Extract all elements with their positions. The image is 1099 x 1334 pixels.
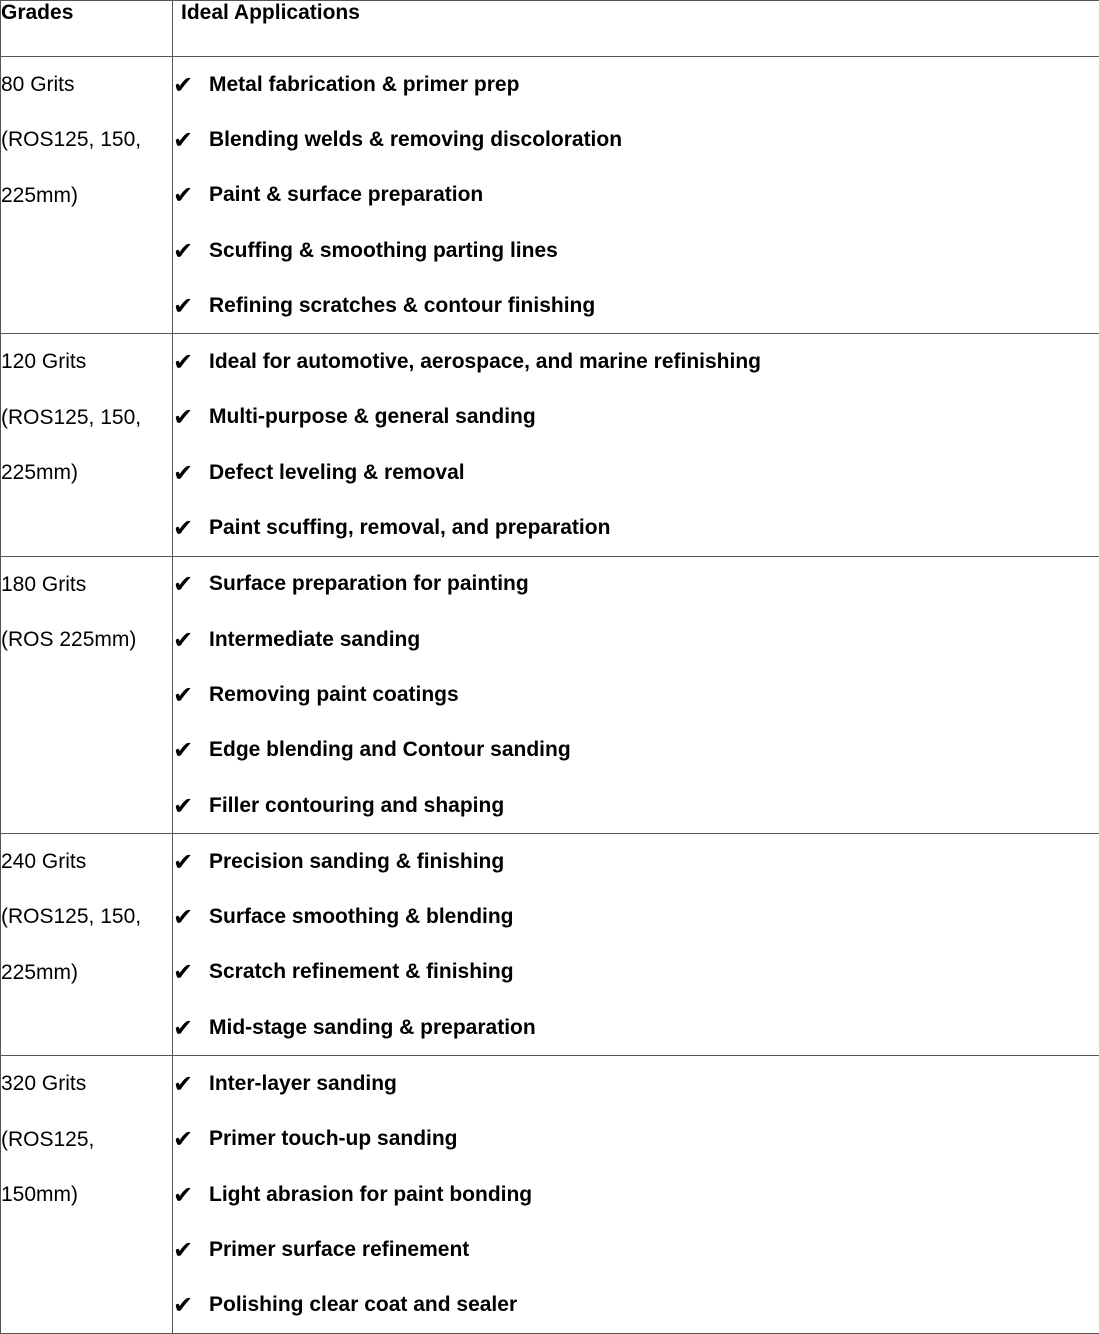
checkmark-icon: ✔ bbox=[173, 683, 209, 707]
application-item bbox=[173, 778, 1099, 833]
checkmark-icon: ✔ bbox=[173, 239, 209, 263]
checkmark-icon: ✔ bbox=[173, 628, 209, 652]
application-item bbox=[173, 223, 1099, 278]
application-item bbox=[173, 945, 1099, 1000]
checkmark-icon: ✔ bbox=[173, 461, 209, 485]
application-item bbox=[173, 723, 1099, 778]
application-text: Defect leveling & removal bbox=[209, 461, 465, 485]
application-text: Primer surface refinement bbox=[209, 1238, 469, 1262]
application-text: Paint scuffing, removal, and preparation bbox=[209, 516, 610, 540]
application-text: Polishing clear coat and sealer bbox=[209, 1293, 517, 1317]
application-text: Scuffing & smoothing parting lines bbox=[209, 239, 558, 263]
grade-line: 80 Grits bbox=[1, 57, 172, 112]
grade-line: 225mm) bbox=[1, 945, 172, 1000]
application-item bbox=[173, 1000, 1099, 1055]
application-text: Surface preparation for painting bbox=[209, 572, 529, 596]
application-text: Removing paint coatings bbox=[209, 683, 459, 707]
table-row bbox=[1, 834, 1099, 1056]
grade-line: 240 Grits bbox=[1, 834, 172, 889]
application-text: Multi-purpose & general sanding bbox=[209, 405, 536, 429]
grade-line: (ROS 225mm) bbox=[1, 612, 172, 667]
application-text: Edge blending and Contour sanding bbox=[209, 738, 571, 762]
checkmark-icon: ✔ bbox=[173, 1183, 209, 1207]
checkmark-icon: ✔ bbox=[173, 1016, 209, 1040]
table-row bbox=[1, 1056, 1099, 1333]
grade-cell bbox=[1, 1056, 173, 1333]
grade-line: 225mm) bbox=[1, 168, 172, 223]
grade-line: (ROS125, 150, bbox=[1, 390, 172, 445]
checkmark-icon: ✔ bbox=[173, 1072, 209, 1096]
table-body bbox=[1, 57, 1099, 1334]
grade-line: (ROS125, 150, bbox=[1, 889, 172, 944]
application-text: Ideal for automotive, aerospace, and marine refinishing bbox=[209, 350, 761, 374]
checkmark-icon: ✔ bbox=[173, 350, 209, 374]
grade-line: 150mm) bbox=[1, 1167, 172, 1222]
checkmark-icon: ✔ bbox=[173, 738, 209, 762]
application-item bbox=[173, 112, 1099, 167]
grade-cell bbox=[1, 57, 173, 334]
grades-column-header: Grades bbox=[1, 1, 173, 57]
application-text: Light abrasion for paint bonding bbox=[209, 1183, 532, 1207]
grade-cell bbox=[1, 334, 173, 556]
checkmark-icon: ✔ bbox=[173, 850, 209, 874]
application-text: Inter-layer sanding bbox=[209, 1072, 397, 1096]
application-text: Mid-stage sanding & preparation bbox=[209, 1016, 536, 1040]
applications-column-header: Ideal Applications bbox=[173, 1, 1099, 57]
grade-line: 320 Grits bbox=[1, 1056, 172, 1111]
checkmark-icon: ✔ bbox=[173, 960, 209, 984]
application-text: Paint & surface preparation bbox=[209, 183, 483, 207]
application-text: Scratch refinement & finishing bbox=[209, 960, 514, 984]
application-item bbox=[173, 390, 1099, 445]
application-text: Precision sanding & finishing bbox=[209, 850, 504, 874]
application-item bbox=[173, 612, 1099, 667]
application-item bbox=[173, 334, 1099, 389]
checkmark-icon: ✔ bbox=[173, 128, 209, 152]
table-row bbox=[1, 334, 1099, 556]
application-item bbox=[173, 1278, 1099, 1333]
application-text: Metal fabrication & primer prep bbox=[209, 73, 519, 97]
checkmark-icon: ✔ bbox=[173, 405, 209, 429]
table-row bbox=[1, 57, 1099, 334]
applications-cell bbox=[173, 1056, 1099, 1333]
application-item bbox=[173, 1222, 1099, 1277]
checkmark-icon: ✔ bbox=[173, 73, 209, 97]
checkmark-icon: ✔ bbox=[173, 183, 209, 207]
checkmark-icon: ✔ bbox=[173, 1293, 209, 1317]
application-item bbox=[173, 1112, 1099, 1167]
checkmark-icon: ✔ bbox=[173, 294, 209, 318]
grade-line: 180 Grits bbox=[1, 557, 172, 612]
checkmark-icon: ✔ bbox=[173, 905, 209, 929]
applications-cell bbox=[173, 556, 1099, 833]
application-item bbox=[173, 278, 1099, 333]
application-item bbox=[173, 889, 1099, 944]
grade-line: 120 Grits bbox=[1, 334, 172, 389]
application-text: Intermediate sanding bbox=[209, 628, 420, 652]
checkmark-icon: ✔ bbox=[173, 572, 209, 596]
table-row bbox=[1, 556, 1099, 833]
application-item bbox=[173, 667, 1099, 722]
application-item bbox=[173, 500, 1099, 555]
application-item bbox=[173, 445, 1099, 500]
checkmark-icon: ✔ bbox=[173, 516, 209, 540]
application-item bbox=[173, 834, 1099, 889]
checkmark-icon: ✔ bbox=[173, 1238, 209, 1262]
application-item bbox=[173, 1167, 1099, 1222]
application-item bbox=[173, 1056, 1099, 1111]
checkmark-icon: ✔ bbox=[173, 794, 209, 818]
application-item bbox=[173, 168, 1099, 223]
grade-cell bbox=[1, 556, 173, 833]
application-text: Primer touch-up sanding bbox=[209, 1127, 458, 1151]
checkmark-icon: ✔ bbox=[173, 1127, 209, 1151]
application-item bbox=[173, 557, 1099, 612]
application-text: Surface smoothing & blending bbox=[209, 905, 514, 929]
applications-cell bbox=[173, 57, 1099, 334]
applications-cell bbox=[173, 834, 1099, 1056]
grade-line: (ROS125, 150, bbox=[1, 112, 172, 167]
applications-cell bbox=[173, 334, 1099, 556]
application-text: Filler contouring and shaping bbox=[209, 794, 504, 818]
application-item bbox=[173, 57, 1099, 112]
header-row bbox=[1, 1, 1099, 57]
grade-cell bbox=[1, 834, 173, 1056]
grade-line: (ROS125, bbox=[1, 1112, 172, 1167]
grade-line: 225mm) bbox=[1, 445, 172, 500]
application-text: Refining scratches & contour finishing bbox=[209, 294, 595, 318]
application-text: Blending welds & removing discoloration bbox=[209, 128, 622, 152]
